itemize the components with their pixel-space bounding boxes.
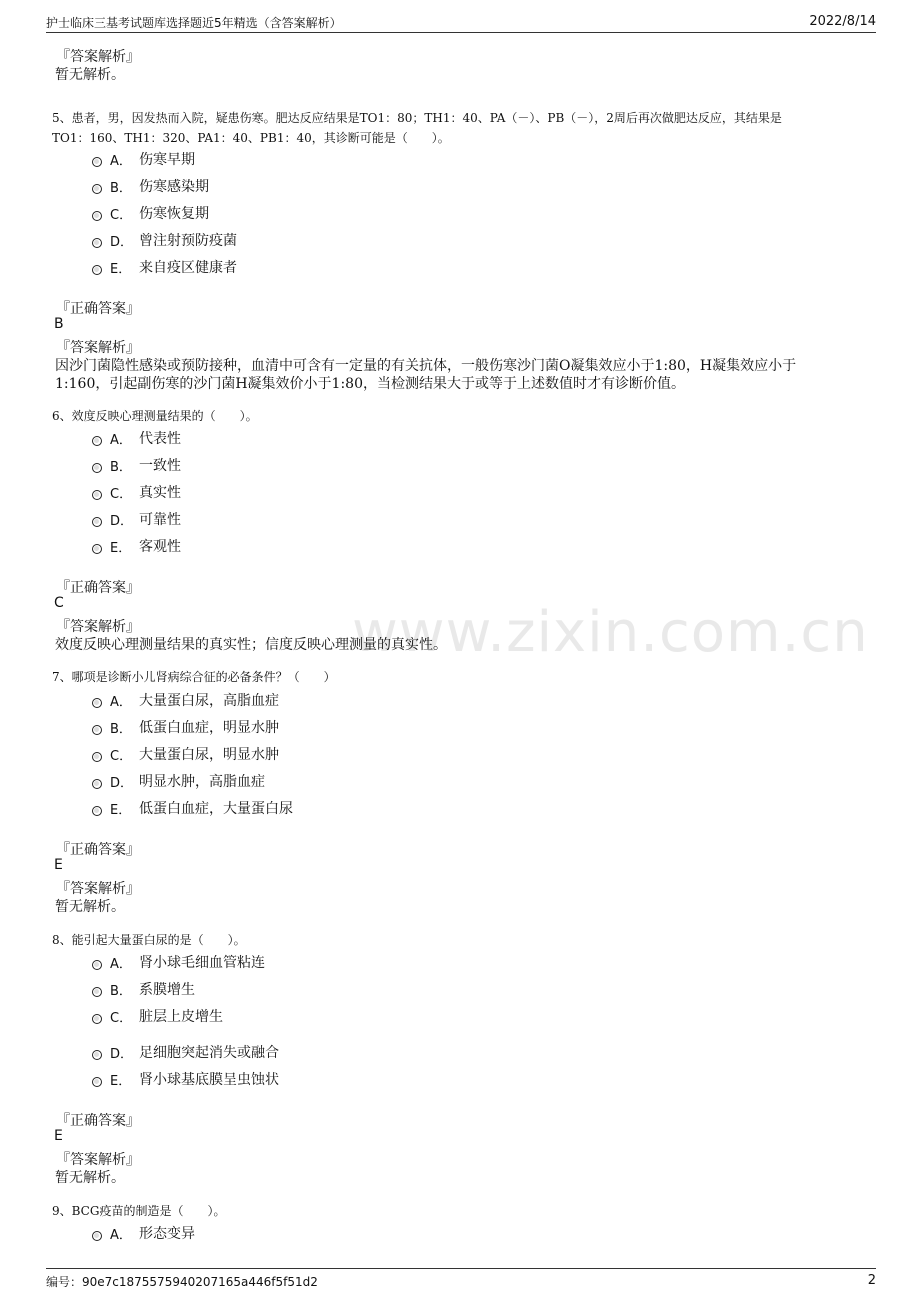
analysis-label: 『答案解析』: [56, 49, 140, 65]
q6-option-d[interactable]: D． 可靠性: [92, 509, 181, 529]
q8-correct-answer: E: [54, 1128, 63, 1144]
document-title: 护士临床三基考试题库选择题近5年精选（含答案解析）: [46, 16, 342, 30]
radio-button-icon[interactable]: [92, 960, 102, 970]
radio-button-icon[interactable]: [92, 1014, 102, 1024]
analysis-label: 『答案解析』: [56, 619, 140, 635]
q6-option-a[interactable]: A． 代表性: [92, 428, 181, 448]
correct-answer-label: 『正确答案』: [56, 1113, 140, 1129]
page-header: [46, 12, 876, 33]
radio-button-icon[interactable]: [92, 184, 102, 194]
radio-button-icon[interactable]: [92, 1077, 102, 1087]
page-footer: [46, 1268, 876, 1291]
q5-option-b[interactable]: B． 伤寒感染期: [92, 176, 209, 196]
q5-option-a[interactable]: A． 伤寒早期: [92, 149, 195, 169]
question-9-stem: 9、BCG疫苗的制造是（ ）。: [52, 1204, 226, 1218]
q5-correct-answer: B: [54, 316, 64, 332]
page-number: 2: [867, 1273, 876, 1288]
q9-option-a[interactable]: A． 形态变异: [92, 1223, 195, 1243]
analysis-label: 『答案解析』: [56, 881, 140, 897]
q5-analysis-line-2: 1:160，引起副伤寒的沙门菌H凝集效价小于1:80，当检测结果大于或等于上述数值时才有诊断价值。: [55, 376, 685, 392]
q5-option-e[interactable]: E． 来自疫区健康者: [92, 257, 237, 277]
document-date: 2022/8/14: [809, 14, 876, 29]
radio-button-icon[interactable]: [92, 265, 102, 275]
correct-answer-label: 『正确答案』: [56, 301, 140, 317]
radio-button-icon[interactable]: [92, 436, 102, 446]
watermark: www.zixin.com.cn: [352, 600, 869, 665]
q7-correct-answer: E: [54, 857, 63, 873]
radio-button-icon[interactable]: [92, 1050, 102, 1060]
q6-option-e[interactable]: E． 客观性: [92, 536, 181, 556]
q8-option-b[interactable]: B． 系膜增生: [92, 979, 195, 999]
question-6-stem: 6、效度反映心理测量结果的（ ）。: [52, 409, 258, 423]
q5-analysis-line-1: 因沙门菌隐性感染或预防接种，血清中可含有一定量的有关抗体，一般伤寒沙门菌O凝集效应小于1:80，H凝集效应小于: [55, 358, 797, 374]
correct-answer-label: 『正确答案』: [56, 842, 140, 858]
radio-button-icon[interactable]: [92, 238, 102, 248]
q6-option-b[interactable]: B． 一致性: [92, 455, 181, 475]
q6-option-c[interactable]: C． 真实性: [92, 482, 181, 502]
analysis-label: 『答案解析』: [56, 340, 140, 356]
q8-option-c[interactable]: C． 脏层上皮增生: [92, 1006, 223, 1026]
radio-button-icon[interactable]: [92, 490, 102, 500]
analysis-label: 『答案解析』: [56, 1152, 140, 1168]
q7-option-a[interactable]: A． 大量蛋白尿，高脂血症: [92, 690, 279, 710]
document-code: 编号：90e7c1875575940207165a446f5f51d2: [46, 1275, 318, 1289]
radio-button-icon[interactable]: [92, 698, 102, 708]
radio-button-icon[interactable]: [92, 987, 102, 997]
q5-option-d[interactable]: D． 曾注射预防疫菌: [92, 230, 237, 250]
question-8-stem: 8、能引起大量蛋白尿的是（ ）。: [52, 933, 246, 947]
q7-option-e[interactable]: E． 低蛋白血症，大量蛋白尿: [92, 798, 293, 818]
radio-button-icon[interactable]: [92, 806, 102, 816]
radio-button-icon[interactable]: [92, 517, 102, 527]
radio-button-icon[interactable]: [92, 779, 102, 789]
radio-button-icon[interactable]: [92, 725, 102, 735]
q8-analysis: 暂无解析。: [55, 1170, 125, 1186]
question-5-stem-line-1: 5、患者，男，因发热而入院，疑患伤寒。肥达反应结果是TO1：80；TH1：40、PA（－）、PB（－），2周后再次做肥达反应，其结果是: [52, 111, 782, 125]
q8-option-a[interactable]: A． 肾小球毛细血管粘连: [92, 952, 265, 972]
analysis-text: 暂无解析。: [55, 67, 125, 83]
correct-answer-label: 『正确答案』: [56, 580, 140, 596]
q8-option-d[interactable]: D． 足细胞突起消失或融合: [92, 1042, 279, 1062]
q5-option-c[interactable]: C． 伤寒恢复期: [92, 203, 209, 223]
radio-button-icon[interactable]: [92, 752, 102, 762]
q6-correct-answer: C: [54, 595, 64, 611]
q7-option-b[interactable]: B． 低蛋白血症，明显水肿: [92, 717, 279, 737]
q7-option-d[interactable]: D． 明显水肿，高脂血症: [92, 771, 265, 791]
question-7-stem: 7、哪项是诊断小儿肾病综合征的必备条件？（ ）: [52, 670, 336, 684]
q7-analysis: 暂无解析。: [55, 899, 125, 915]
radio-button-icon[interactable]: [92, 1231, 102, 1241]
q6-analysis: 效度反映心理测量结果的真实性；信度反映心理测量的真实性。: [55, 637, 447, 653]
q7-option-c[interactable]: C． 大量蛋白尿，明显水肿: [92, 744, 279, 764]
question-5-stem-line-2: TO1：160、TH1：320、PA1：40、PB1：40，其诊断可能是（ ）。: [52, 131, 450, 145]
radio-button-icon[interactable]: [92, 463, 102, 473]
radio-button-icon[interactable]: [92, 157, 102, 167]
radio-button-icon[interactable]: [92, 211, 102, 221]
radio-button-icon[interactable]: [92, 544, 102, 554]
q8-option-e[interactable]: E． 肾小球基底膜呈虫蚀状: [92, 1069, 279, 1089]
